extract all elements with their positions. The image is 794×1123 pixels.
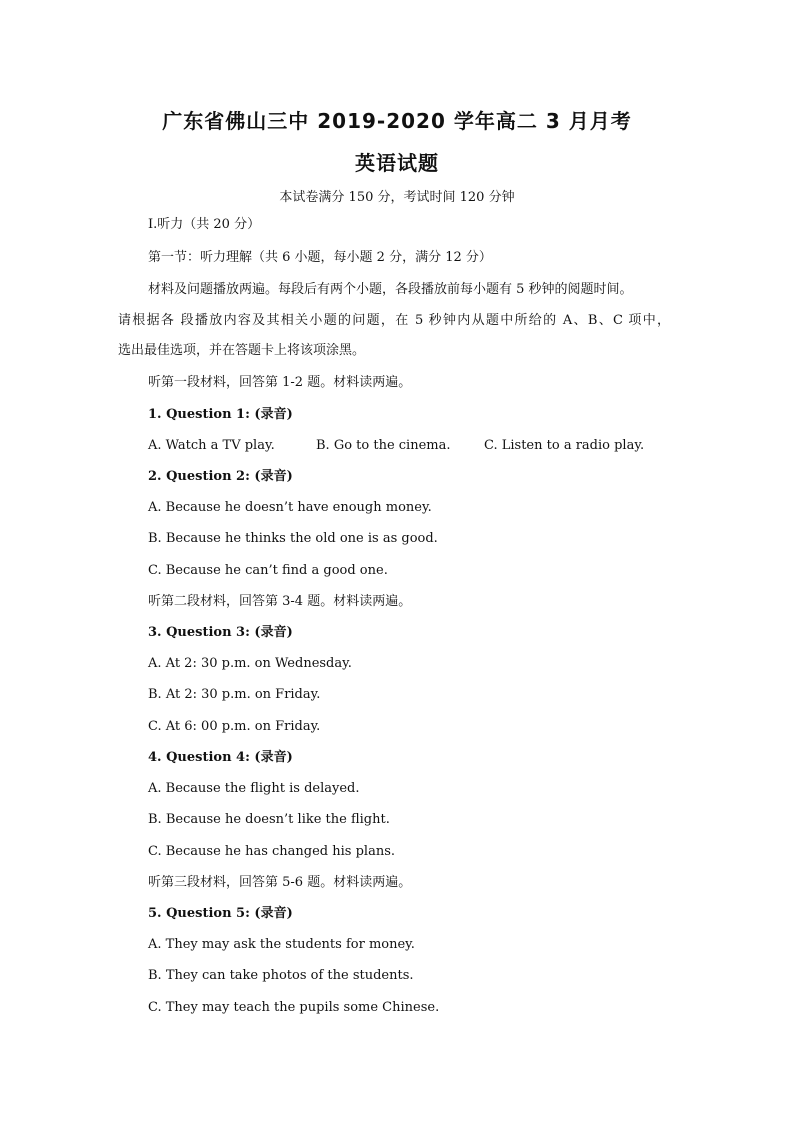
question-label: 2. Question 2: (录音) — [148, 469, 293, 484]
option-c: C. They may teach the pupils some Chinese. — [148, 1000, 440, 1015]
page-subtitle: 英语试题 — [355, 151, 439, 175]
option-a: A. Watch a TV play. — [148, 438, 275, 453]
option-c: C. At 6: 00 p.m. on Friday. — [148, 719, 321, 734]
question-label: 1. Question 1: (录音) — [148, 407, 293, 422]
section-heading: I.听力（共 20 分） — [148, 217, 261, 232]
part-heading: 第一节：听力理解（共 6 小题，每小题 2 分，满分 12 分） — [148, 250, 492, 265]
instructions-line-3: 选出最佳选项，并在答题卡上将该项涂黑。 — [118, 343, 366, 358]
option-b: B. Because he thinks the old one is as good. — [148, 531, 438, 546]
option-c: C. Listen to a radio play. — [484, 438, 645, 453]
instructions-line-1: 材料及问题播放两遍。每段后有两个小题，各段播放前每小题有 5 秒钟的阅题时间。 — [148, 282, 633, 297]
option-a: A. They may ask the students for money. — [148, 937, 415, 952]
option-b: B. Go to the cinema. — [316, 438, 451, 453]
option-b: B. They can take photos of the students. — [148, 968, 414, 983]
option-b: B. Because he doesn’t like the flight. — [148, 812, 390, 827]
option-c: C. Because he has changed his plans. — [148, 844, 396, 859]
option-c: C. Because he can’t find a good one. — [148, 563, 388, 578]
material-intro-1: 听第一段材料，回答第 1-2 题。材料读两遍。 — [148, 375, 412, 390]
page-title: 广东省佛山三中 2019-2020 学年高二 3 月月考 — [162, 109, 632, 133]
question-label: 4. Question 4: (录音) — [148, 750, 293, 765]
instructions-line-2: 请根据各 段播放内容及其相关小题的问题，在 5 秒钟内从题中所给的 A、B、C 项中， — [118, 313, 670, 328]
option-a: A. At 2: 30 p.m. on Wednesday. — [148, 656, 352, 671]
option-b: B. At 2: 30 p.m. on Friday. — [148, 687, 321, 702]
question-label: 5. Question 5: (录音) — [148, 906, 293, 921]
question-1-options — [148, 437, 644, 455]
option-a: A. Because he doesn’t have enough money. — [148, 500, 432, 515]
exam-note: 本试卷满分 150 分，考试时间 120 分钟 — [279, 190, 515, 205]
material-intro-3: 听第三段材料，回答第 5-6 题。材料读两遍。 — [148, 875, 412, 890]
option-a: A. Because the flight is delayed. — [148, 781, 360, 796]
question-label: 3. Question 3: (录音) — [148, 625, 293, 640]
material-intro-2: 听第二段材料，回答第 3-4 题。材料读两遍。 — [148, 594, 412, 609]
